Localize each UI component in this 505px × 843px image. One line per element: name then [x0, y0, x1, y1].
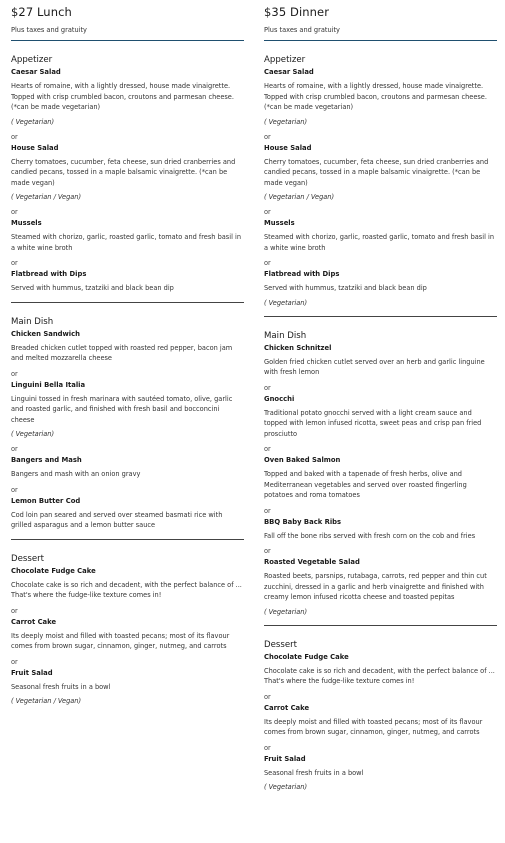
- item-description: Traditional potato gnocchi served with a light cream sauce and topped with lemon infused ricotta, sweet peas and crisp pan fried prosciutto: [264, 408, 482, 438]
- item-description: Cod loin pan seared and served over steamed basmati rice with grilled asparagus and a lemon butter sauce: [11, 510, 223, 529]
- item-description: Cherry tomatoes, cucumber, feta cheese, sun dried cranberries and candied pecans, tossed in a maple balsamic vinaigrette. (*can be made vegan): [11, 157, 236, 187]
- dietary-tag: ( Vegetarian): [264, 607, 308, 616]
- menu-item: [11, 617, 244, 652]
- section-title: Dessert: [11, 553, 45, 564]
- item-description: Cherry tomatoes, cucumber, feta cheese, sun dried cranberries and candied pecans, tossed in a maple balsamic vinaigrette. (*can be made vegan): [264, 157, 489, 187]
- menu-item: [264, 218, 497, 253]
- menu-item: [11, 143, 244, 203]
- menu-item: [11, 496, 244, 531]
- menu-subtitle: Plus taxes and gratuity: [264, 26, 340, 34]
- item-name: House Salad: [264, 143, 312, 152]
- item-description: Hearts of romaine, with a lightly dressed, house made vinaigrette. Topped with crisp crumbled bacon, croutons and parmesan cheese. (*can be made vegetarian): [11, 82, 234, 111]
- item-description: Linguini tossed in fresh marinara with sautéed tomato, olive, garlic and roasted garlic, and finished with fresh basil and bocconcini cheese: [11, 394, 233, 424]
- item-name: BBQ Baby Back Ribs: [264, 517, 342, 526]
- item-description: Its deeply moist and filled with toasted pecans; most of its flavour comes from brown sugar, cinnamon, ginger, nutmeg, and carrots: [11, 631, 230, 650]
- or-separator: or: [264, 692, 271, 701]
- menu-section: [11, 539, 244, 707]
- item-name: Chocolate Fudge Cake: [11, 566, 96, 575]
- section-title: Appetizer: [11, 55, 53, 65]
- item-name: Carrot Cake: [264, 703, 310, 712]
- item-description: Roasted beets, parsnips, rutabaga, carrots, red pepper and thin cut zucchini, dressed in a garlic and herb vinaigrette and finished with creamy lemon infused ricotta cheese and toasted pepitas: [264, 572, 487, 601]
- item-name: Flatbread with Dips: [11, 270, 87, 278]
- menu-item: [264, 269, 497, 308]
- dietary-tag: ( Vegetarian / Vegan): [11, 697, 82, 705]
- dietary-tag: ( Vegetarian): [264, 117, 308, 126]
- item-name: Fruit Salad: [11, 668, 53, 677]
- item-description: Seasonal fresh fruits in a bowl: [264, 768, 364, 777]
- menu-title: $35 Dinner: [264, 5, 330, 19]
- section-title: Appetizer: [264, 55, 306, 65]
- dietary-tag: ( Vegetarian): [11, 430, 55, 438]
- item-description: Steamed with chorizo, garlic, roasted garlic, tomato and fresh basil in a white wine broth: [264, 233, 495, 252]
- dietary-tag: ( Vegetarian): [264, 298, 308, 307]
- or-separator: or: [264, 132, 271, 141]
- item-name: House Salad: [11, 143, 59, 152]
- menu-section: [264, 316, 497, 617]
- menu-item: [264, 754, 497, 793]
- item-name: Caesar Salad: [264, 68, 314, 76]
- menu-item: [264, 652, 497, 687]
- menu-title: $27 Lunch: [11, 5, 72, 19]
- or-separator: or: [264, 445, 271, 453]
- item-name: Mussels: [264, 219, 295, 227]
- item-description: Golden fried chicken cutlet served over an herb and garlic linguine with fresh lemon: [264, 357, 485, 376]
- section-title: Dessert: [264, 639, 298, 650]
- dietary-tag: ( Vegetarian / Vegan): [11, 193, 82, 201]
- item-name: Caesar Salad: [11, 68, 61, 76]
- menu-section: [264, 625, 497, 793]
- or-separator: or: [11, 369, 18, 378]
- or-separator: or: [264, 259, 271, 267]
- section-title: Main Dish: [264, 330, 307, 341]
- menu-item: [11, 380, 244, 440]
- or-separator: or: [11, 208, 18, 216]
- menu-section: [11, 302, 244, 531]
- item-description: Fall off the bone ribs served with fresh corn on the cob and fries: [264, 531, 476, 540]
- item-name: Chocolate Fudge Cake: [264, 652, 349, 661]
- item-description: Bangers and mash with an onion gravy: [11, 470, 141, 478]
- item-description: Its deeply moist and filled with toasted pecans; most of its flavour comes from brown sugar, cinnamon, ginger, nutmeg, and carrots: [264, 717, 483, 736]
- menu-section: [264, 41, 497, 308]
- lunch-menu-column: [11, 4, 244, 706]
- item-description: Chocolate cake is so rich and decadent, with the perfect balance of ... That's where the fudge-like texture comes in!: [264, 666, 495, 685]
- item-description: Breaded chicken cutlet topped with roasted red pepper, bacon jam and melted mozzarella cheese: [11, 343, 233, 362]
- menu-item: [264, 703, 497, 738]
- item-name: Mussels: [11, 219, 42, 227]
- menu-item: [11, 218, 244, 253]
- or-separator: or: [264, 208, 271, 216]
- or-separator: or: [11, 485, 18, 494]
- item-name: Chicken Sandwich: [11, 329, 81, 338]
- menu-item: [11, 668, 244, 707]
- item-name: Lemon Butter Cod: [11, 496, 81, 505]
- item-name: Roasted Vegetable Salad: [264, 558, 360, 566]
- item-description: Steamed with chorizo, garlic, roasted garlic, tomato and fresh basil in a white wine broth: [11, 233, 242, 252]
- item-description: Topped and baked with a tapenade of fresh herbs, olive and Mediterranean vegetables and served over roasted fingerling potatoes and roma tomatoes: [264, 470, 467, 499]
- section-title: Main Dish: [11, 316, 54, 327]
- item-name: Bangers and Mash: [11, 456, 82, 464]
- menu-item: [11, 329, 244, 364]
- or-separator: or: [264, 743, 271, 752]
- item-name: Linguini Bella Italia: [11, 380, 86, 389]
- menu-item: [11, 67, 244, 127]
- item-name: Gnocchi: [264, 394, 295, 403]
- item-description: Chocolate cake is so rich and decadent, with the perfect balance of ... That's where the fudge-like texture comes in!: [11, 580, 242, 599]
- menu-item: [11, 455, 244, 480]
- menu-item: [264, 143, 497, 203]
- menu-item: [264, 343, 497, 378]
- item-name: Chicken Schnitzel: [264, 343, 332, 352]
- item-description: Served with hummus, tzatziki and black bean dip: [11, 284, 174, 292]
- dietary-tag: ( Vegetarian / Vegan): [264, 193, 335, 201]
- menu-item: [11, 269, 244, 294]
- menu-item: [264, 455, 497, 501]
- dinner-menu-column: [264, 4, 497, 792]
- menu-item: [264, 557, 497, 617]
- menu-item: [264, 517, 497, 542]
- item-name: Oven Baked Salmon: [264, 456, 341, 464]
- or-separator: or: [11, 606, 18, 615]
- item-name: Flatbread with Dips: [264, 270, 340, 278]
- item-description: Seasonal fresh fruits in a bowl: [11, 682, 111, 691]
- item-description: Hearts of romaine, with a lightly dressed, house made vinaigrette. Topped with crisp crumbled bacon, croutons and parmesan cheese. (*can be made vegetarian): [264, 82, 487, 111]
- item-description: Served with hummus, tzatziki and black bean dip: [264, 284, 427, 292]
- menu-item: [11, 566, 244, 601]
- dietary-tag: ( Vegetarian): [11, 117, 55, 126]
- menu-item: [264, 67, 497, 127]
- menu-item: [264, 394, 497, 440]
- item-name: Fruit Salad: [264, 754, 306, 763]
- dietary-tag: ( Vegetarian): [264, 783, 308, 791]
- menu-subtitle: Plus taxes and gratuity: [11, 26, 87, 34]
- or-separator: or: [11, 445, 18, 453]
- or-separator: or: [264, 506, 271, 515]
- or-separator: or: [264, 383, 271, 392]
- or-separator: or: [11, 657, 18, 666]
- or-separator: or: [11, 132, 18, 141]
- or-separator: or: [11, 259, 18, 267]
- or-separator: or: [264, 547, 271, 555]
- item-name: Carrot Cake: [11, 617, 57, 626]
- menu-section: [11, 41, 244, 294]
